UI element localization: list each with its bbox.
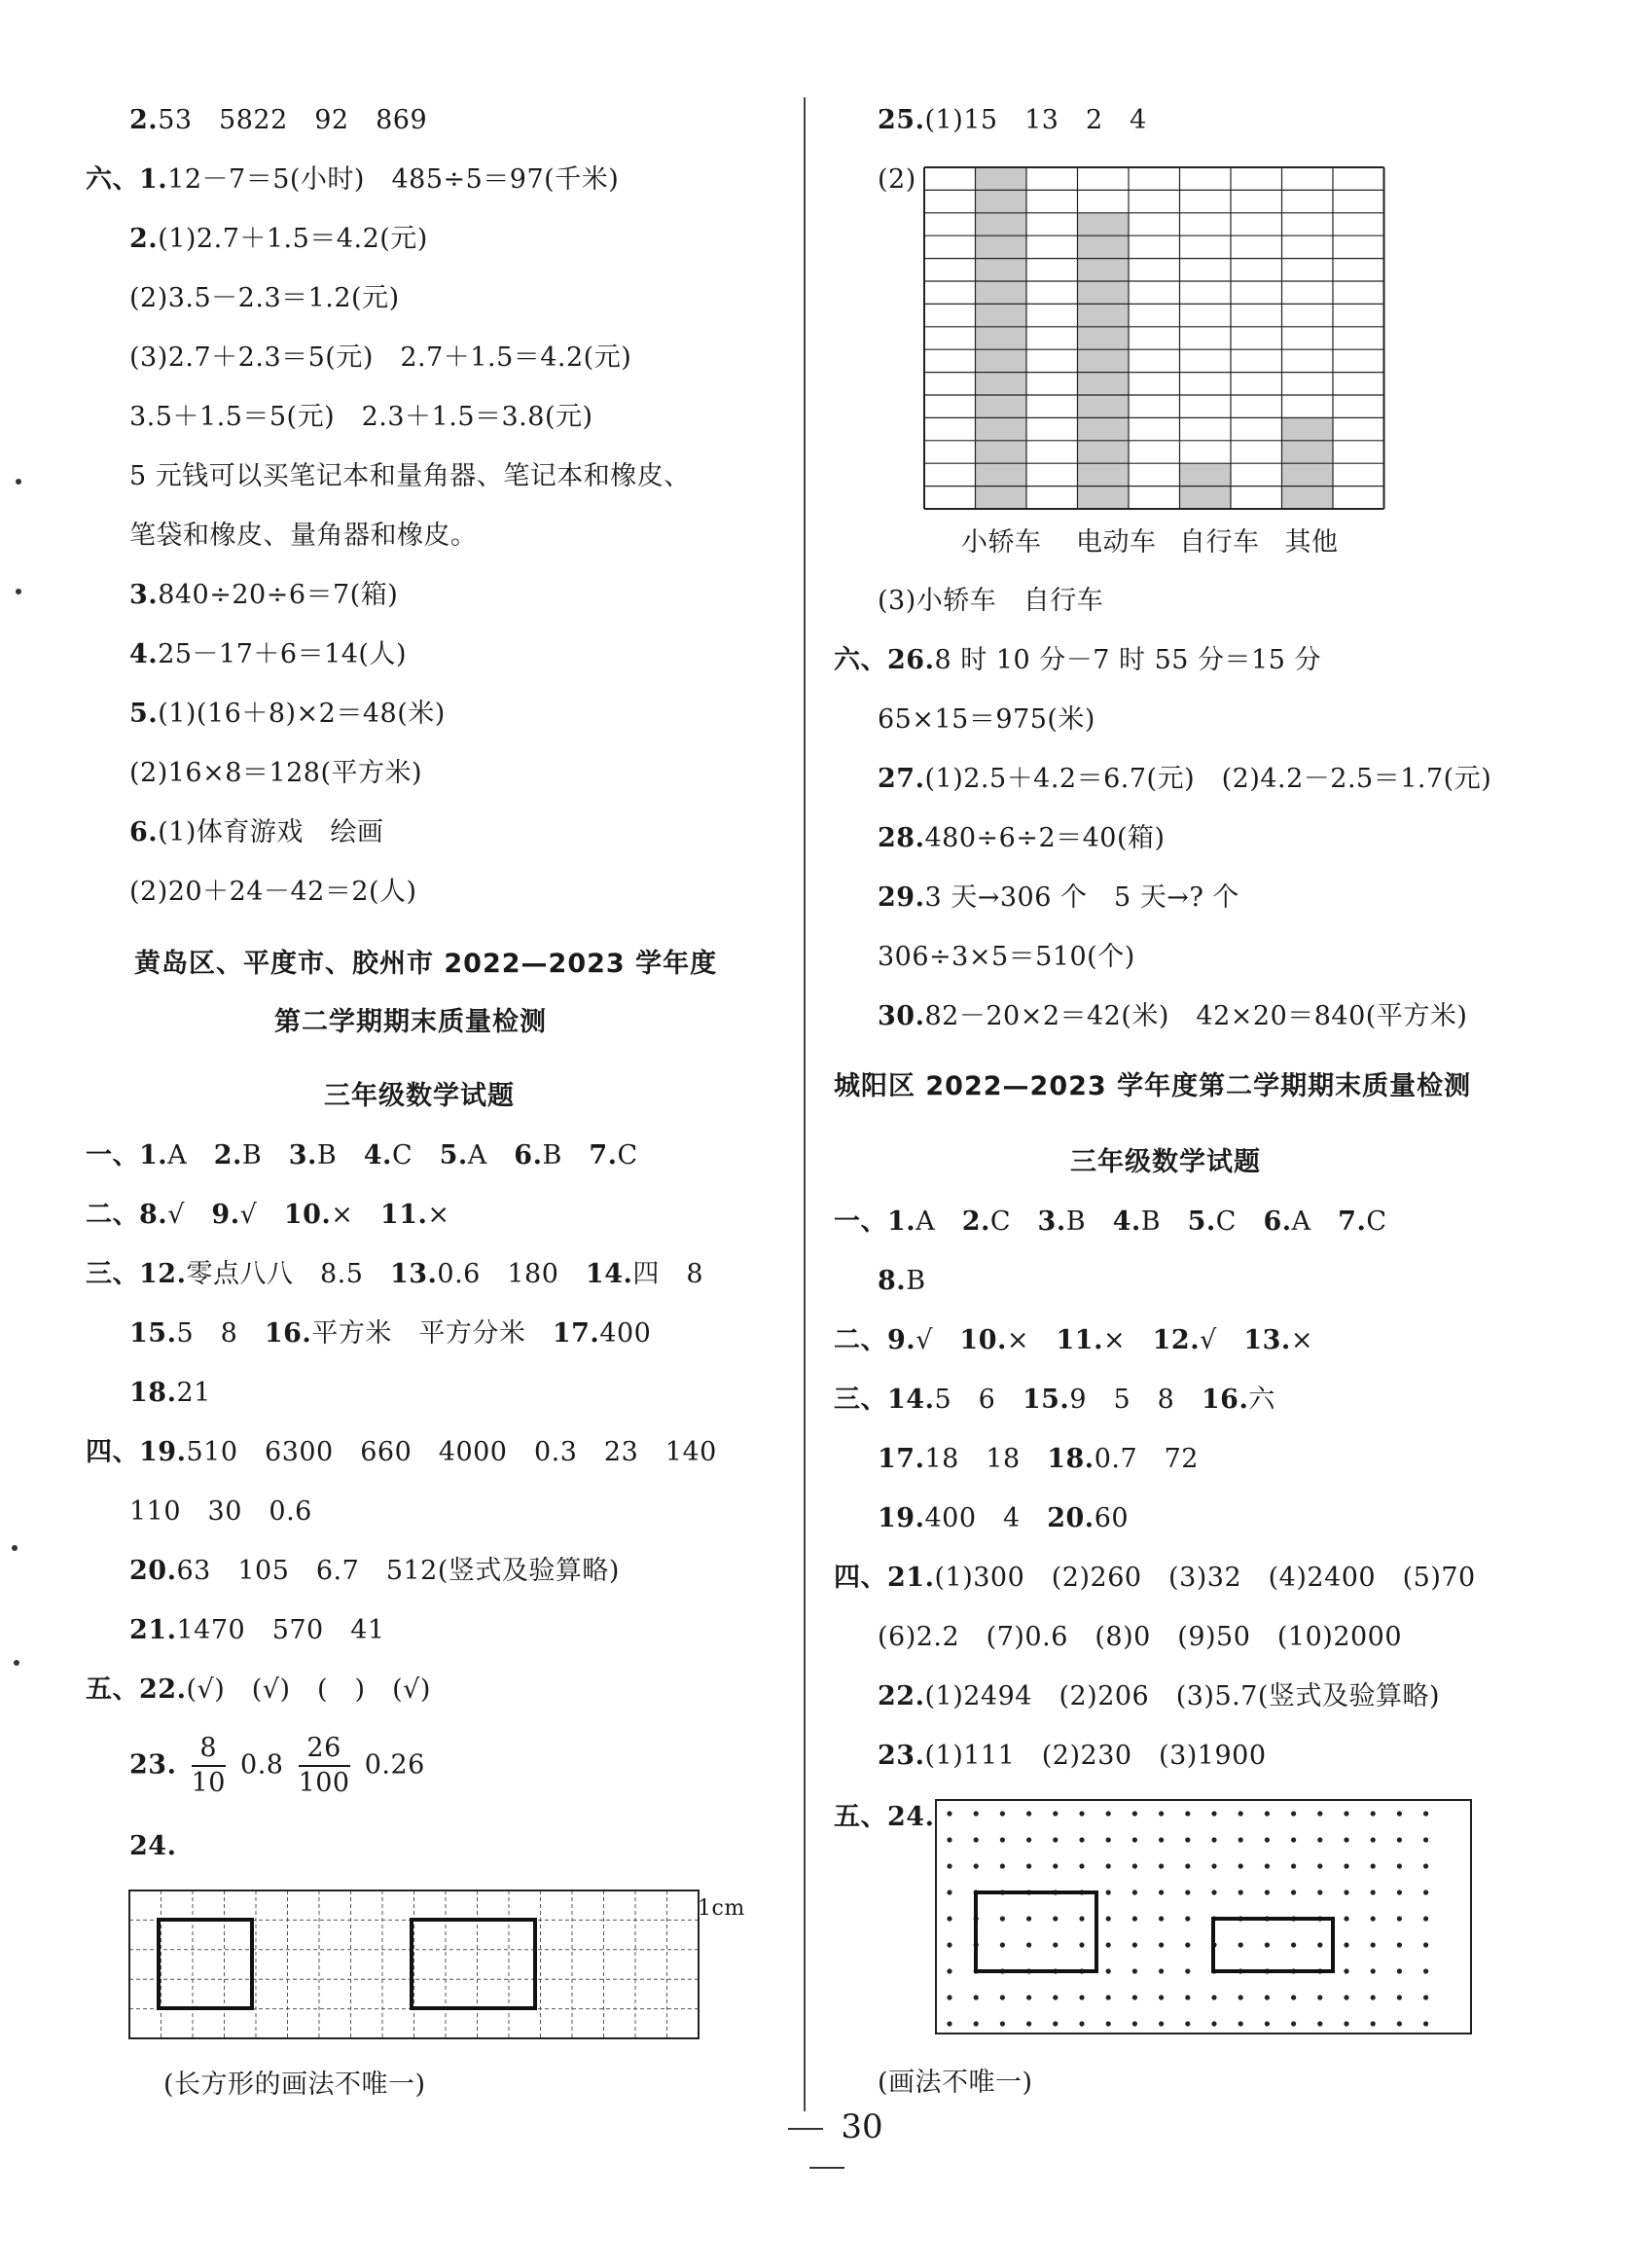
bar-电动车	[1078, 213, 1130, 509]
answer-line: 3.5＋1.5＝5(元) 2.3＋1.5＝3.8(元)	[129, 402, 593, 432]
answer-line: 笔袋和橡皮、量角器和橡皮。	[129, 521, 478, 551]
answer-line: 23. $\frac{8}{10}$ 0.8 $\frac{26}{100}$ 0.26	[129, 1733, 425, 1798]
section-heading: 三年级数学试题	[324, 1081, 515, 1111]
answer-line: 4.25－17＋6＝14(人)	[129, 639, 408, 669]
answer-line: 23.(1)111 (2)230 (3)1900	[878, 1741, 1267, 1771]
answer-line: 三、12.零点八八 8.5 13.0.6 180 14.四 8	[86, 1259, 704, 1289]
answer-line: 一、1.A 2.B 3.B 4.C 5.A 6.B 7.C	[86, 1140, 638, 1170]
answer-line: (2)16×8＝128(平方米)	[129, 758, 423, 788]
answer-line: 2.53 5822 92 869	[129, 105, 428, 135]
bar-小轿车	[976, 167, 1027, 509]
margin-dot	[16, 589, 21, 594]
margin-dot	[14, 1660, 19, 1666]
chart-label: 电动车	[1076, 527, 1157, 558]
answer-line: 四、19.510 6300 660 4000 0.3 23 140	[86, 1437, 717, 1467]
chart-label: 其他	[1284, 527, 1339, 558]
answer-line: 24.	[129, 1831, 177, 1861]
answer-line: 17.18 18 18.0.7 72	[878, 1444, 1199, 1474]
answer-line: 一、1.A 2.C 3.B 4.B 5.C 6.A 7.C	[834, 1206, 1387, 1237]
answer-line: 二、9.√ 10.× 11.× 12.√ 13.×	[834, 1325, 1313, 1355]
answer-line: 19.400 4 20.60	[878, 1503, 1130, 1533]
section-heading: 黄岛区、平度市、胶州市 2022—2023 学年度	[134, 949, 718, 979]
answer-line: (2)	[878, 164, 916, 195]
chart-label: 小轿车	[961, 527, 1042, 558]
answer-line: 二、8.√ 9.√ 10.× 11.×	[86, 1200, 450, 1230]
answer-line: 六、1.12－7＝5(小时) 485÷5＝97(千米)	[86, 164, 620, 195]
answer-line: 3.840÷20÷6＝7(箱)	[129, 580, 399, 610]
dot-grid-figure	[934, 1798, 1475, 2037]
margin-dot	[12, 1545, 18, 1551]
answer-line: 306÷3×5＝510(个)	[878, 942, 1135, 972]
rectangle-answer-2	[1213, 1919, 1333, 1971]
rectangle-answer-1	[976, 1892, 1096, 1971]
bar-chart	[919, 163, 1396, 533]
answer-line: (3)2.7＋2.3＝5(元) 2.7＋1.5＝4.2(元)	[129, 342, 632, 373]
section-heading: 城阳区 2022—2023 学年度第二学期期末质量检测	[834, 1071, 1472, 1101]
rectangle-answer-1	[159, 1920, 252, 2008]
answer-line: 110 30 0.6	[129, 1496, 312, 1527]
fraction: $\frac{8}{10}$	[191, 1733, 226, 1798]
section-heading: 三年级数学试题	[1070, 1147, 1261, 1177]
grid-figure	[126, 1888, 710, 2043]
answer-line: 15.5 8 16.平方米 平方分米 17.400	[129, 1318, 652, 1349]
answer-line: 28.480÷6÷2＝40(箱)	[878, 823, 1166, 853]
answer-line: 27.(1)2.5＋4.2＝6.7(元) (2)4.2－2.5＝1.7(元)	[878, 764, 1492, 794]
answer-line: 18.21	[129, 1378, 211, 1408]
unit-label: 1cm	[698, 1896, 745, 1921]
answer-line: 8.B	[878, 1266, 926, 1296]
answer-line: 5.(1)(16＋8)×2＝48(米)	[129, 699, 446, 729]
answer-line: 5 元钱可以买笔记本和量角器、笔记本和橡皮、	[129, 461, 691, 491]
answer-line: 21.1470 570 41	[129, 1615, 385, 1645]
answer-line: 四、21.(1)300 (2)260 (3)32 (4)2400 (5)70	[834, 1563, 1476, 1593]
column-divider	[804, 97, 806, 2111]
answer-line: 65×15＝975(米)	[878, 704, 1095, 735]
rectangle-answer-2	[412, 1920, 535, 2008]
answer-line: (2)20＋24－42＝2(人)	[129, 877, 417, 907]
margin-dot	[16, 479, 21, 485]
answer-line: 三、14.5 6 15.9 5 8 16.六	[834, 1385, 1275, 1415]
chart-label: 自行车	[1179, 527, 1260, 558]
section-heading: 第二学期期末质量检测	[274, 1007, 547, 1037]
answer-line: (6)2.2 (7)0.6 (8)0 (9)50 (10)2000	[878, 1622, 1403, 1652]
answer-line: (2)3.5－2.3＝1.2(元)	[129, 283, 400, 313]
answer-line: 五、24.	[834, 1802, 935, 1832]
answer-line: 30.82－20×2＝42(米) 42×20＝840(平方米)	[878, 1001, 1468, 1031]
answer-line: 6.(1)体育游戏 绘画	[129, 817, 384, 847]
page-number: 30	[739, 2107, 915, 2185]
note: (画法不唯一)	[878, 2068, 1033, 2098]
answer-line: 2.(1)2.7＋1.5＝4.2(元)	[129, 224, 428, 254]
answer-line: 25.(1)15 13 2 4	[878, 105, 1147, 135]
answer-line: 20.63 105 6.7 512(竖式及验算略)	[129, 1556, 620, 1586]
answer-line: 29.3 天→306 个 5 天→? 个	[878, 882, 1239, 913]
note: (长方形的画法不唯一)	[163, 2070, 426, 2100]
answer-line: (3)小轿车 自行车	[878, 586, 1104, 616]
answer-line: 六、26.8 时 10 分－7 时 55 分＝15 分	[834, 645, 1321, 675]
answer-line: 22.(1)2494 (2)206 (3)5.7(竖式及验算略)	[878, 1681, 1440, 1711]
fraction: $\frac{26}{100}$	[298, 1733, 350, 1798]
answer-line: 五、22.(√) (√) ( ) (√)	[86, 1674, 431, 1705]
